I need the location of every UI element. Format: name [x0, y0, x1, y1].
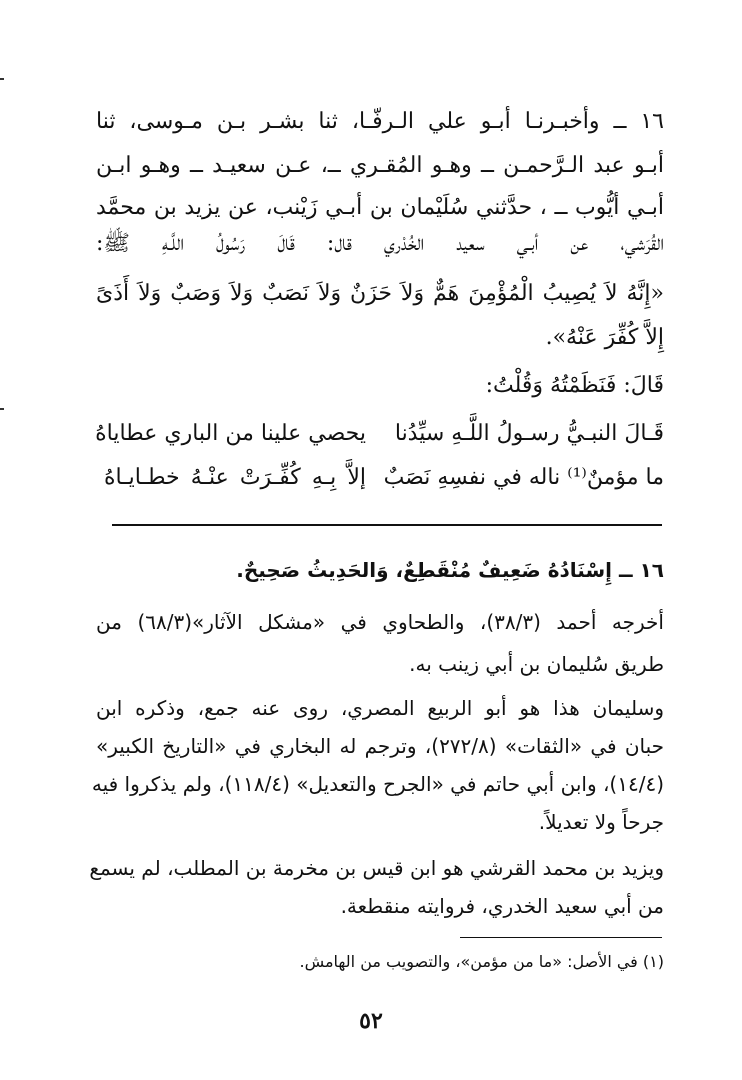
prophetic-quote-line-2: إِلاَّ كُفِّرَ عَنْهُ».: [545, 325, 664, 350]
takhrij-para2-line-3: (١٤/٤)، وابن أبي حاتم في «الجرح والتعديل» (١١٨/٤)، ولم يذكروا فيه: [91, 772, 664, 796]
takhrij-para3-line-1: ويزيد بن محمد القرشي هو ابن قيس بن مخرمة بن المطلب، لم يسمع: [89, 856, 664, 880]
scan-speck: [0, 408, 4, 410]
takhrij-para2-line-1: وسليمان هذا هو أبو الربيع المصري، روى عنه جمع، وذكره ابن: [96, 696, 664, 720]
footnote-divider: [460, 937, 662, 938]
hadith-line-1: ١٦ ــ وأخبـرنـا أبـو علي الـرفّـا، ثنا بشـر بـن مـوسى، ثنا: [96, 109, 664, 134]
poem-verse-2-right: ما مؤمنٌ⁽¹⁾ ناله في نفسِهِ نَصَبٌ: [383, 465, 664, 490]
scan-speck: [0, 78, 4, 80]
takhrij-para2-line-4: جرحاً ولا تعديلاً.: [538, 810, 664, 834]
takhrij-para2-line-2: حبان في «الثقات» (٢٧٢/٨)، وترجم له البخاري في «التاريخ الكبير»: [96, 734, 665, 758]
hadith-line-3: أبـي أيُّوب ــ ، حدَّثني سُلَيْمان بن أبـي زَيْنب، عن يزيد بن محمَّد: [96, 195, 664, 220]
prophetic-quote-line-1: «إِنَّهُ لاَ يُصِيبُ الْمُؤْمِنَ هَمٌّ وَلاَ حَزَنٌ وَلاَ نَصَبٌ وَلاَ وَصَبٌ وَلاَ أَذَىً: [96, 281, 664, 306]
section-divider: [112, 524, 662, 526]
takhrij-para1-line-2: طريق سُليمان بن أبي زينب به.: [409, 652, 664, 676]
takhrij-para3-line-2: من أبي سعيد الخدري، فروايته منقطعة.: [340, 894, 664, 918]
poem-verse-1-right: قَـالَ النبـيُّ رسـولُ اللَّـهِ سيِّدُنا: [394, 421, 664, 446]
hadith-line-4: القُرَشي، عن أبـي سعيد الخُدْري قال: قَالَ رَسُولُ اللَّـهِ ﷺ:: [96, 231, 664, 256]
qala-line: قَالَ: فَنَظَمْتُهُ وَقُلْتُ:: [485, 373, 664, 398]
poem-verse-2-left: إلاَّ بِـهِ كُفِّـرَتْ عنْـهُ خطـايـاهُ: [104, 465, 366, 490]
footnote: (١) في الأصل: «ما من مؤمن»، والتصويب من الهامش.: [299, 952, 664, 971]
page-number: ٥٢: [359, 1008, 383, 1034]
hadith-line-2: أبـو عبد الـرَّحمـن ــ وهـو المُقـري ــ، عـن سعيـد ــ وهـو ابـن: [96, 153, 664, 178]
takhrij-para1-line-1: أخرجه أحمد (٣٨/٣)، والطحاوي في «مشكل الآثار»(٦٨/٣) من: [96, 610, 664, 634]
takhrij-heading: ١٦ ــ إِسْنَادُهُ ضَعِيفٌ مُنْقَطِعٌ، وَالحَدِيثُ صَحِيحٌ.: [236, 558, 664, 582]
poem-verse-1-left: يحصي علينا من الباري عطاياهُ: [95, 421, 366, 446]
